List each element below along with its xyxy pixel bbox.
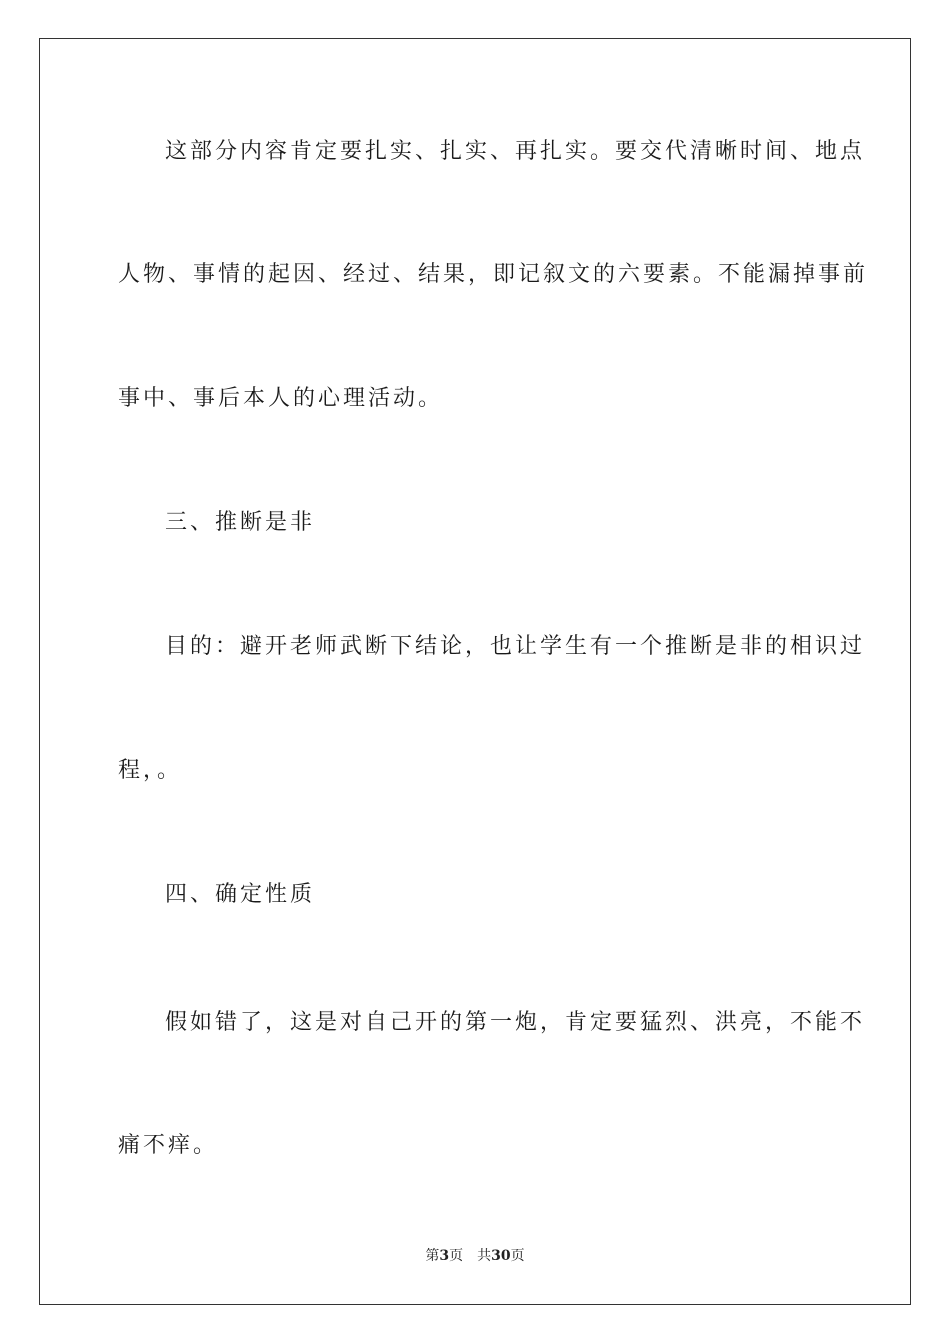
- body-line-9: 痛不痒。: [118, 1133, 219, 1158]
- footer-total-unit: 页: [510, 1248, 525, 1264]
- footer-page-unit: 页: [449, 1248, 464, 1264]
- footer-page-current: 3: [439, 1248, 450, 1264]
- footer-total-prefix: 共: [477, 1248, 492, 1264]
- page-border: [39, 38, 911, 1305]
- body-line-8: 假如错了，这是对自己开的第一炮，肯定要猛烈、洪亮，不能不: [165, 1010, 866, 1035]
- body-line-1: 这部分内容肯定要扎实、扎实、再扎实。要交代清晰时间、地点: [165, 139, 866, 164]
- page-footer: [0, 1248, 950, 1264]
- body-line-5: 目的：避开老师武断下结论，也让学生有一个推断是非的相识过: [165, 634, 866, 659]
- section-heading-3: 三、推断是非: [165, 510, 316, 535]
- body-line-3: 事中、事后本人的心理活动。: [118, 386, 444, 411]
- footer-page-total: 30: [491, 1248, 511, 1264]
- body-line-6: 程，。: [118, 758, 183, 783]
- body-line-2: 人物、事情的起因、经过、结果，即记叙文的六要素。不能漏掉事前: [118, 262, 869, 287]
- section-heading-4: 四、确定性质: [165, 882, 316, 907]
- footer-page-prefix: 第: [425, 1248, 440, 1264]
